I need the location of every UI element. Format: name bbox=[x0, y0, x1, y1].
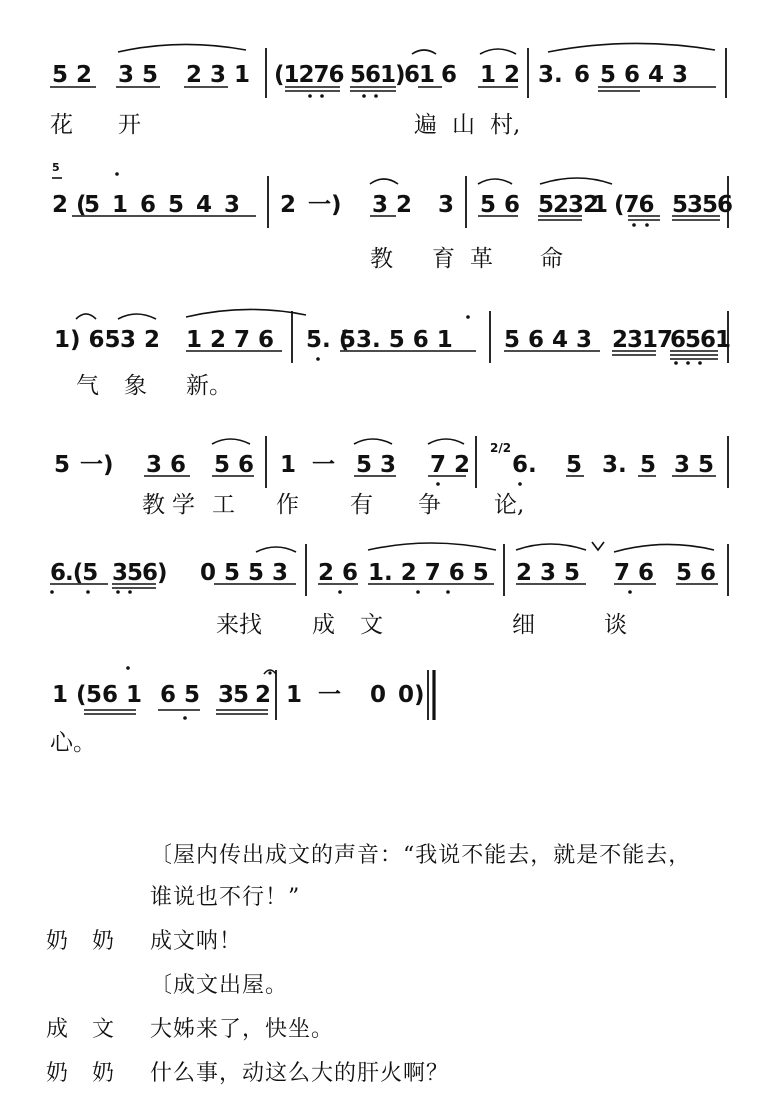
note-group: 561) bbox=[350, 62, 405, 88]
dialogue-line: 成文呐！ bbox=[150, 929, 243, 954]
dialogue-line: 什么事，动这么大的肝火啊？ bbox=[150, 1061, 450, 1086]
note-group: 3 6 bbox=[146, 452, 187, 478]
note-group: 1 2 bbox=[480, 62, 521, 88]
note-group: 53. 5 6 1 bbox=[340, 327, 453, 353]
note-group: 2 ( bbox=[52, 192, 87, 218]
note-group: 3 bbox=[438, 192, 455, 218]
lyric: 文 bbox=[360, 612, 383, 638]
lyric: 论, bbox=[494, 492, 525, 518]
note-group: 2317 bbox=[612, 327, 673, 353]
note-group: 5 6 bbox=[480, 192, 521, 218]
note-group: 5232 bbox=[538, 192, 599, 218]
note-group: 7 6 bbox=[614, 560, 655, 586]
speaker-name: 成 文 bbox=[46, 1017, 116, 1042]
lyric: 争 bbox=[418, 492, 441, 518]
note-group: (1276 bbox=[274, 62, 344, 88]
stage-direction: 〔成文出屋。 bbox=[150, 973, 289, 998]
note-group: 1 ( bbox=[52, 682, 87, 708]
note-group: 7 2 bbox=[430, 452, 471, 478]
lyric: 革 bbox=[470, 246, 493, 272]
note-group: 0) bbox=[398, 682, 425, 708]
lyric: 育 bbox=[432, 246, 455, 272]
note-group: 5. ( bbox=[306, 327, 350, 353]
lyric: 山 bbox=[452, 112, 475, 138]
note-group: 5 3 bbox=[356, 452, 397, 478]
note-group: 3 2 bbox=[120, 327, 161, 353]
note-group: 2 3 1 bbox=[186, 62, 251, 88]
note-group: 1 bbox=[286, 682, 303, 708]
lyric: 开 bbox=[118, 112, 141, 138]
note-group: 5 6 bbox=[676, 560, 717, 586]
lyric: 气 bbox=[76, 373, 99, 399]
note-group: 6. bbox=[512, 452, 537, 478]
lyric: 教 bbox=[370, 246, 393, 272]
note-group: 5 bbox=[640, 452, 657, 478]
note-group: 1) 65 bbox=[54, 327, 121, 353]
note-group: 2 6 bbox=[318, 560, 359, 586]
lyric: 教 bbox=[142, 492, 165, 518]
lyric: 遍 bbox=[414, 112, 437, 138]
note-group: 5 bbox=[54, 452, 71, 478]
note-group: 3. bbox=[538, 62, 563, 88]
note-group: 3. bbox=[602, 452, 627, 478]
note-group: 0 5 5 3 bbox=[200, 560, 289, 586]
lyric: 作 bbox=[276, 492, 299, 518]
note-group: 5 1 6 5 4 3 bbox=[84, 192, 243, 218]
note-group: 61 6 bbox=[404, 62, 457, 88]
note-group: 6 5 bbox=[160, 682, 201, 708]
note-group: 一 bbox=[312, 452, 335, 478]
lyric: 工 bbox=[212, 492, 235, 518]
note-group: 5356 bbox=[672, 192, 733, 218]
lyric: 新。 bbox=[186, 373, 232, 399]
note-group: 2 bbox=[280, 192, 297, 218]
lyric: 有 bbox=[350, 492, 373, 518]
note-group: 3 5 bbox=[674, 452, 715, 478]
note-group: 6 bbox=[574, 62, 591, 88]
note-group: 一) bbox=[80, 452, 114, 478]
speaker-name: 奶 奶 bbox=[46, 929, 116, 954]
speaker-name: 奶 奶 bbox=[46, 1061, 116, 1086]
lyric: 来找 bbox=[216, 612, 262, 638]
lyric: 命 bbox=[540, 246, 563, 272]
note-group: 3 5 bbox=[118, 62, 159, 88]
note-group: 1 bbox=[280, 452, 297, 478]
note-group: 56 1 bbox=[86, 682, 143, 708]
dialogue-line: 大姊来了，快坐。 bbox=[150, 1017, 335, 1042]
note-group: 6.(5 bbox=[50, 560, 98, 586]
stage-direction: 谁说也不行！” bbox=[150, 885, 301, 910]
lyric: 细 bbox=[512, 612, 535, 638]
note-group: 一 bbox=[318, 682, 341, 708]
note-group: 1 (76 bbox=[592, 192, 654, 218]
note-group: 356) bbox=[112, 560, 167, 586]
lyric: 谈 bbox=[604, 612, 627, 638]
lyric: 学 bbox=[172, 492, 195, 518]
note-group: 5 bbox=[566, 452, 583, 478]
stage-direction: 〔屋内传出成文的声音：“我说不能去，就是不能去， bbox=[150, 843, 692, 868]
note-group: 2 3 5 bbox=[516, 560, 581, 586]
note-group: 5 6 4 3 bbox=[600, 62, 689, 88]
note-group: 6561 bbox=[670, 327, 731, 353]
lyric: 象 bbox=[124, 373, 147, 399]
grace-note: 5 bbox=[52, 161, 60, 174]
note-group: 3 2 bbox=[372, 192, 413, 218]
note-group: 一) bbox=[308, 192, 342, 218]
note-group: 5 2 bbox=[52, 62, 93, 88]
lyric: 成 bbox=[312, 612, 335, 638]
time-signature: 2/2 bbox=[490, 441, 512, 455]
note-group: 1. 2 7 6 5 bbox=[368, 560, 489, 586]
note-group: 1 2 7 6 bbox=[186, 327, 275, 353]
lyric: 村, bbox=[490, 112, 521, 138]
note-group: 0 bbox=[370, 682, 387, 708]
lyric: 花 bbox=[50, 112, 73, 138]
note-group: 5 6 bbox=[214, 452, 255, 478]
lyric: 心。 bbox=[50, 730, 96, 756]
note-group: 5 6 4 3 bbox=[504, 327, 593, 353]
note-group: 35 2 bbox=[218, 682, 271, 708]
